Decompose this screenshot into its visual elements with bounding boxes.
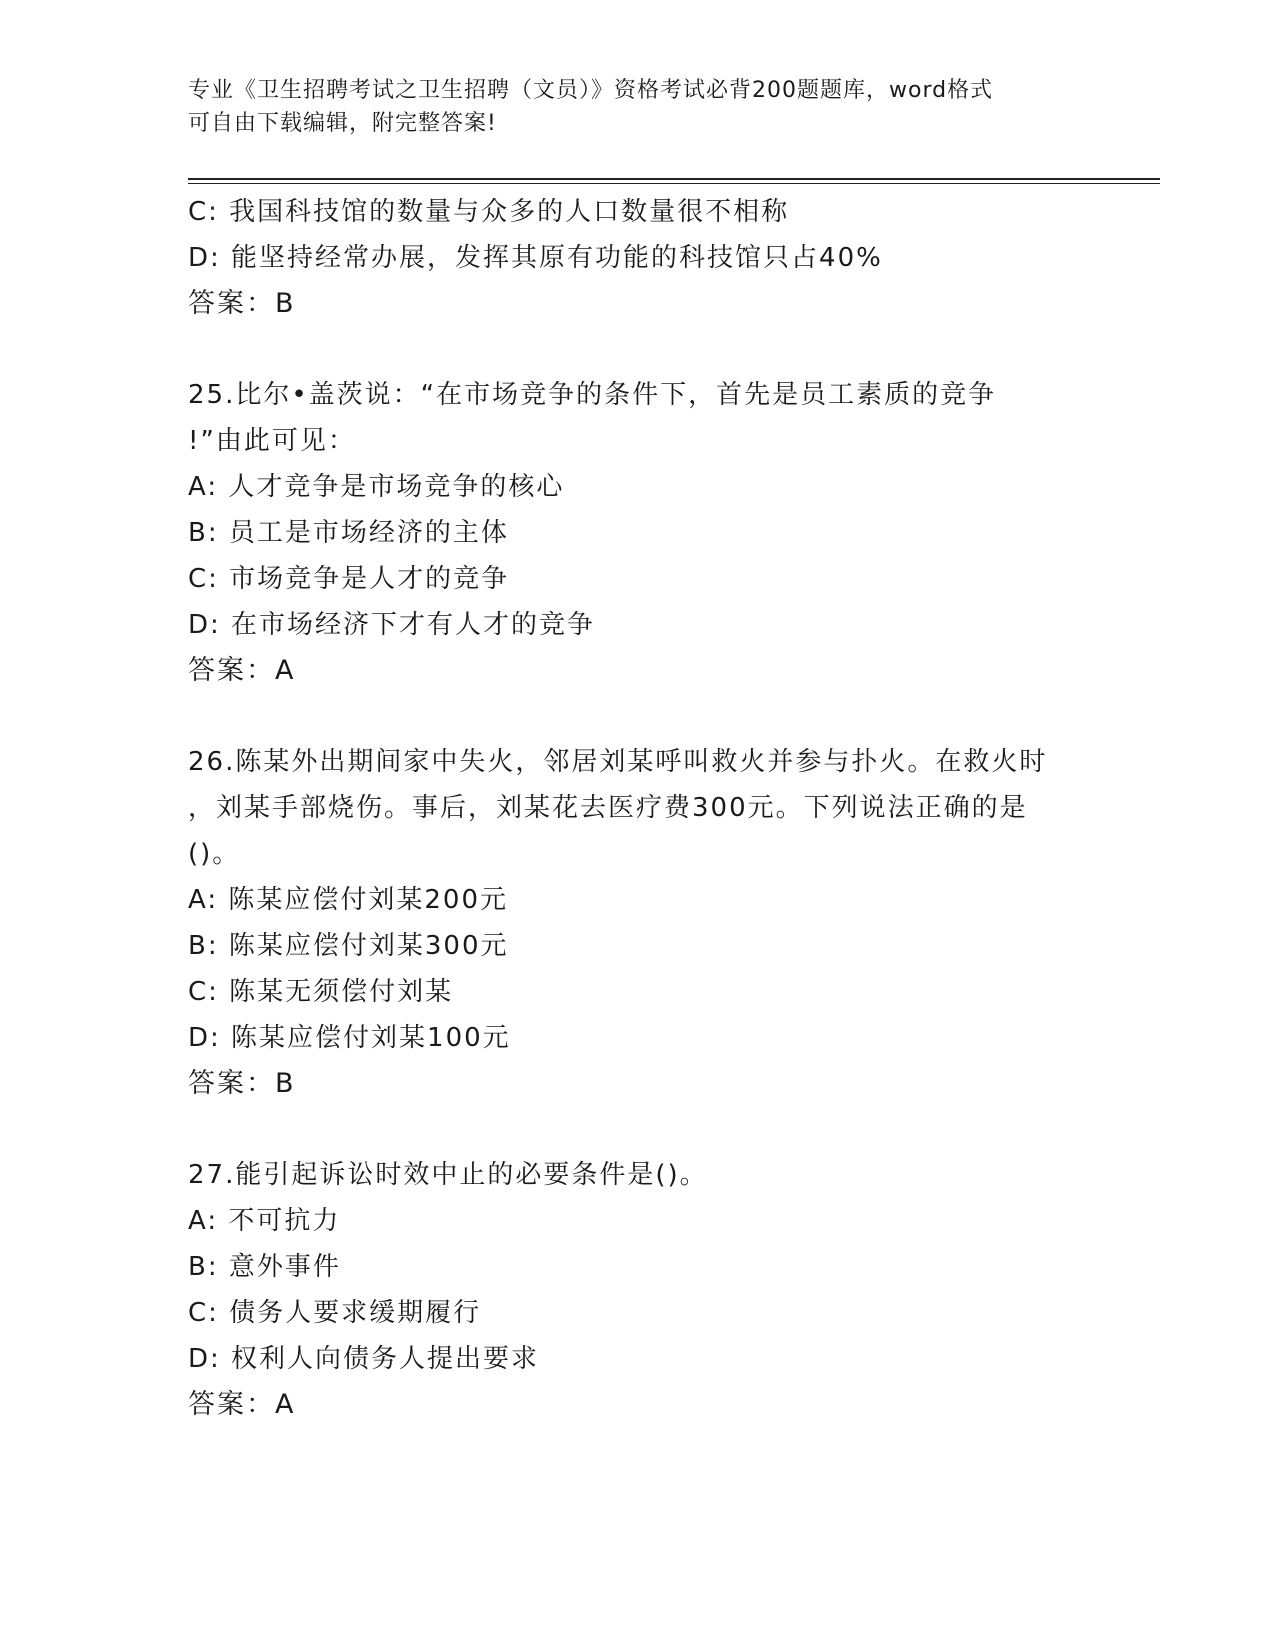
answer: 答案：B (188, 1068, 296, 1099)
option-c: C: 我国科技馆的数量与众多的人口数量很不相称 (188, 197, 790, 227)
question-list (188, 189, 1128, 1428)
question-stem: !”由此可见： (188, 426, 356, 456)
document-header (188, 74, 1088, 140)
answer: 答案：A (188, 1389, 296, 1420)
question-stem: 27.能引起诉讼时效中止的必要条件是()。 (188, 1160, 708, 1190)
question-stem: ()。 (188, 839, 241, 869)
option-b: B: 意外事件 (188, 1252, 341, 1282)
question-stem: 25.比尔•盖茨说：“在市场竞争的条件下，首先是员工素质的竞争 (188, 380, 997, 410)
option-a: A: 人才竞争是市场竞争的核心 (188, 472, 565, 502)
option-a: A: 不可抗力 (188, 1206, 341, 1236)
header-divider-thick (188, 178, 1160, 180)
option-b: B: 陈某应偿付刘某300元 (188, 931, 509, 961)
option-c: C: 陈某无须偿付刘某 (188, 977, 454, 1007)
header-line-1: 专业《卫生招聘考试之卫生招聘（文员）》资格考试必背200题题库，word格式 (188, 78, 994, 103)
answer: 答案：B (188, 288, 296, 319)
answer: 答案：A (188, 655, 296, 686)
header-line-2: 可自由下载编辑，附完整答案! (188, 111, 497, 136)
option-b: B: 员工是市场经济的主体 (188, 518, 509, 548)
option-a: A: 陈某应偿付刘某200元 (188, 885, 508, 915)
question-stem: 26.陈某外出期间家中失火，邻居刘某呼叫救火并参与扑火。在救火时 (188, 747, 1048, 777)
option-d: D: 陈某应偿付刘某100元 (188, 1023, 511, 1053)
option-d: D: 能坚持经常办展，发挥其原有功能的科技馆只占40% (188, 243, 883, 273)
question-stem: ，刘某手部烧伤。事后，刘某花去医疗费300元。下列说法正确的是 (188, 793, 1028, 823)
option-c: C: 市场竞争是人才的竞争 (188, 564, 510, 594)
option-d: D: 在市场经济下才有人才的竞争 (188, 610, 596, 640)
header-divider-thin (188, 183, 1160, 184)
option-c: C: 债务人要求缓期履行 (188, 1298, 482, 1328)
option-d: D: 权利人向债务人提出要求 (188, 1344, 540, 1374)
